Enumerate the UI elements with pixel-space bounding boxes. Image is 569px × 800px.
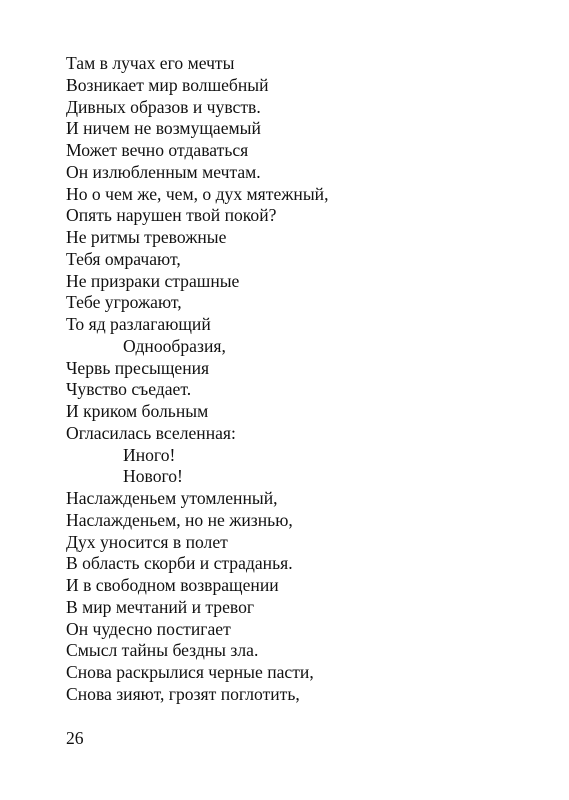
poem-line: Снова зияют, грозят поглотить, — [66, 683, 300, 704]
poem-line: Смысл тайны бездны зла. — [66, 640, 259, 661]
poem-line: В мир мечтаний и тревог — [66, 596, 255, 617]
poem-line: Наслажденьем, но не жизнью, — [66, 509, 293, 530]
poem-line: Однообразия, — [123, 335, 226, 356]
poem-line: Чувство съедает. — [66, 379, 192, 400]
poem-line: Возникает мир волшебный — [66, 74, 269, 95]
poem-line: Не ритмы тревожные — [66, 227, 227, 247]
poem-line: Не призраки страшные — [66, 270, 240, 291]
poem-line: Снова раскрылися черные пасти, — [66, 662, 314, 682]
poem-line: Он излюбленным мечтам. — [66, 161, 261, 182]
poem-line: И ничем не возмущаемый — [66, 118, 261, 139]
poem-line: И в свободном возвращении — [66, 575, 279, 595]
poem-line: Опять нарушен твой покой? — [66, 205, 277, 226]
poem-line: В область скорби и страданья. — [66, 553, 293, 574]
poem-line: Может вечно отдаваться — [66, 140, 249, 160]
poem-line: И криком больным — [66, 401, 209, 421]
poem-line: То яд разлагающий — [66, 314, 211, 334]
poem-line: Червь пресыщения — [66, 357, 210, 378]
poem-text — [66, 53, 526, 706]
poem-line: Нового! — [123, 466, 183, 487]
page-number: 26 — [66, 728, 84, 748]
poem-line: Он чудесно постигает — [66, 618, 231, 639]
poem-line: Но о чем же, чем, о дух мятежный, — [66, 183, 329, 204]
poem-line: Тебе угрожают, — [66, 292, 182, 313]
poem-line: Иного! — [123, 444, 176, 465]
poem-line: Там в лучах его мечты — [66, 53, 235, 73]
poem-line: Дух уносится в полет — [66, 531, 228, 552]
poem-line: Наслажденьем утомленный, — [66, 488, 278, 508]
poem-line: Тебя омрачают, — [66, 248, 181, 269]
poem-line: Огласилась вселенная: — [66, 422, 236, 443]
poem-line: Дивных образов и чувств. — [66, 96, 261, 117]
